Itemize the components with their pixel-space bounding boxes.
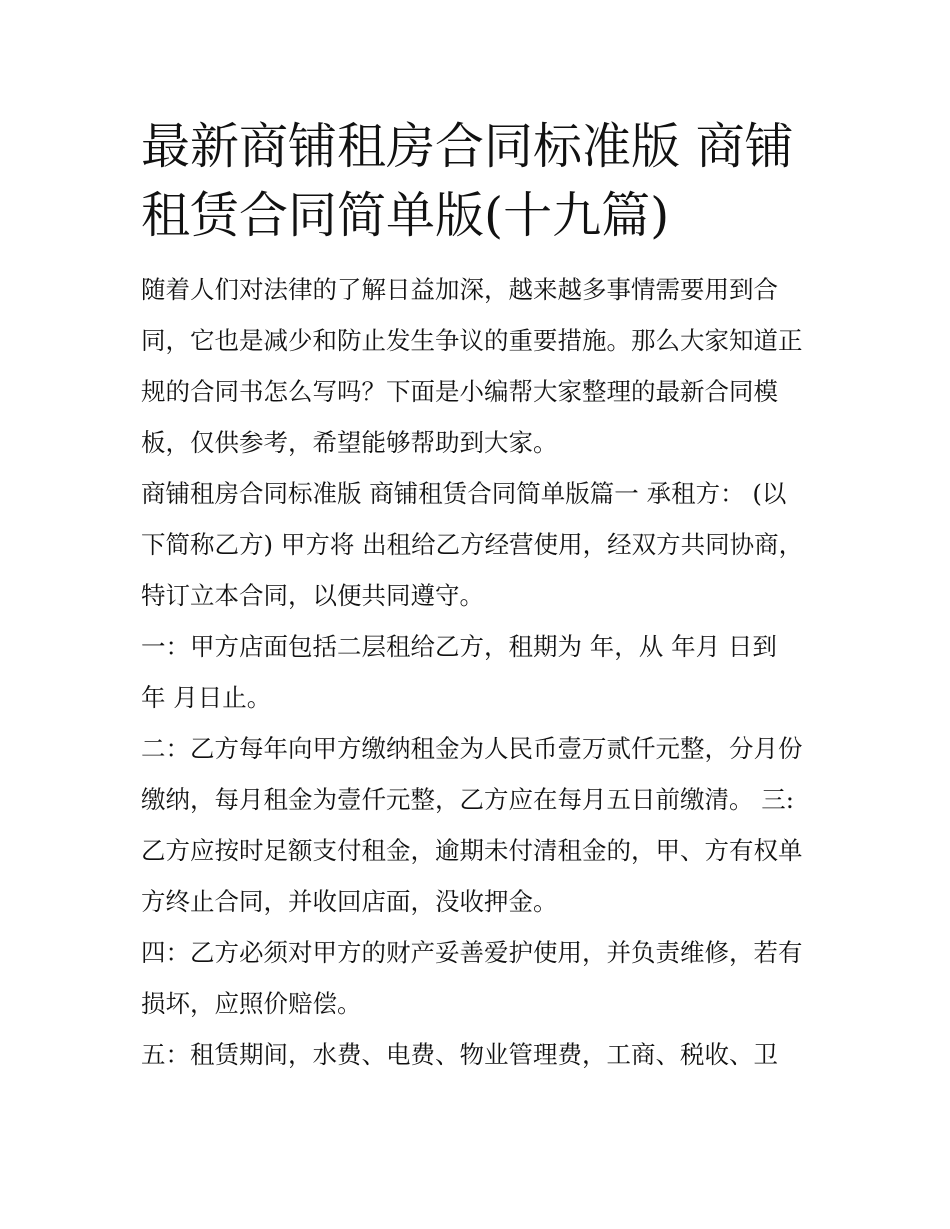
clause-2-3 xyxy=(141,723,813,927)
paragraph-line: 二：乙方每年向甲方缴纳租金为人民币壹万贰仟元整，分月份 xyxy=(141,734,803,763)
paragraph-line: 随着人们对法律的了解日益加深，越来越多事情需要用到合 xyxy=(141,275,778,304)
clause-5 xyxy=(141,1029,813,1080)
paragraph-line: 下简称乙方) 甲方将 出租给乙方经营使用，经双方共同协商， xyxy=(141,530,804,559)
clause-1 xyxy=(141,621,813,723)
paragraph-line: 板，仅供参考，希望能够帮助到大家。 xyxy=(141,428,558,457)
document-title xyxy=(141,112,813,250)
title-line-1: 最新商铺租房合同标准版 商铺 xyxy=(141,118,794,175)
document-body xyxy=(141,264,813,1080)
paragraph-line: 乙方应按时足额支付租金，逾期未付清租金的，甲、方有权单 xyxy=(141,836,803,865)
clause-4 xyxy=(141,927,813,1029)
paragraph-contract-intro xyxy=(141,468,813,621)
title-line-2: 租赁合同简单版(十九篇) xyxy=(141,187,670,244)
paragraph-line: 缴纳，每月租金为壹仟元整，乙方应在每月五日前缴清。 三: xyxy=(141,785,795,814)
document-page xyxy=(141,112,813,1080)
paragraph-intro xyxy=(141,264,813,468)
paragraph-line: 同，它也是减少和防止发生争议的重要措施。那么大家知道正 xyxy=(141,326,803,355)
paragraph-line: 商铺租房合同标准版 商铺租赁合同简单版篇一 承租方： (以 xyxy=(141,479,787,508)
paragraph-line: 年 月日止。 xyxy=(141,683,272,712)
paragraph-line: 方终止合同，并收回店面，没收押金。 xyxy=(141,887,558,916)
paragraph-line: 五：租赁期间，水费、电费、物业管理费，工商、税收、卫 xyxy=(141,1040,778,1069)
paragraph-line: 规的合同书怎么写吗？下面是小编帮大家整理的最新合同模 xyxy=(141,377,778,406)
paragraph-line: 特订立本合同，以便共同遵守。 xyxy=(141,581,484,610)
paragraph-line: 损坏，应照价赔偿。 xyxy=(141,989,362,1018)
paragraph-line: 一：甲方店面包括二层租给乙方，租期为 年，从 年月 日到 xyxy=(141,632,777,661)
paragraph-line: 四：乙方必须对甲方的财产妥善爱护使用，并负责维修，若有 xyxy=(141,938,803,967)
